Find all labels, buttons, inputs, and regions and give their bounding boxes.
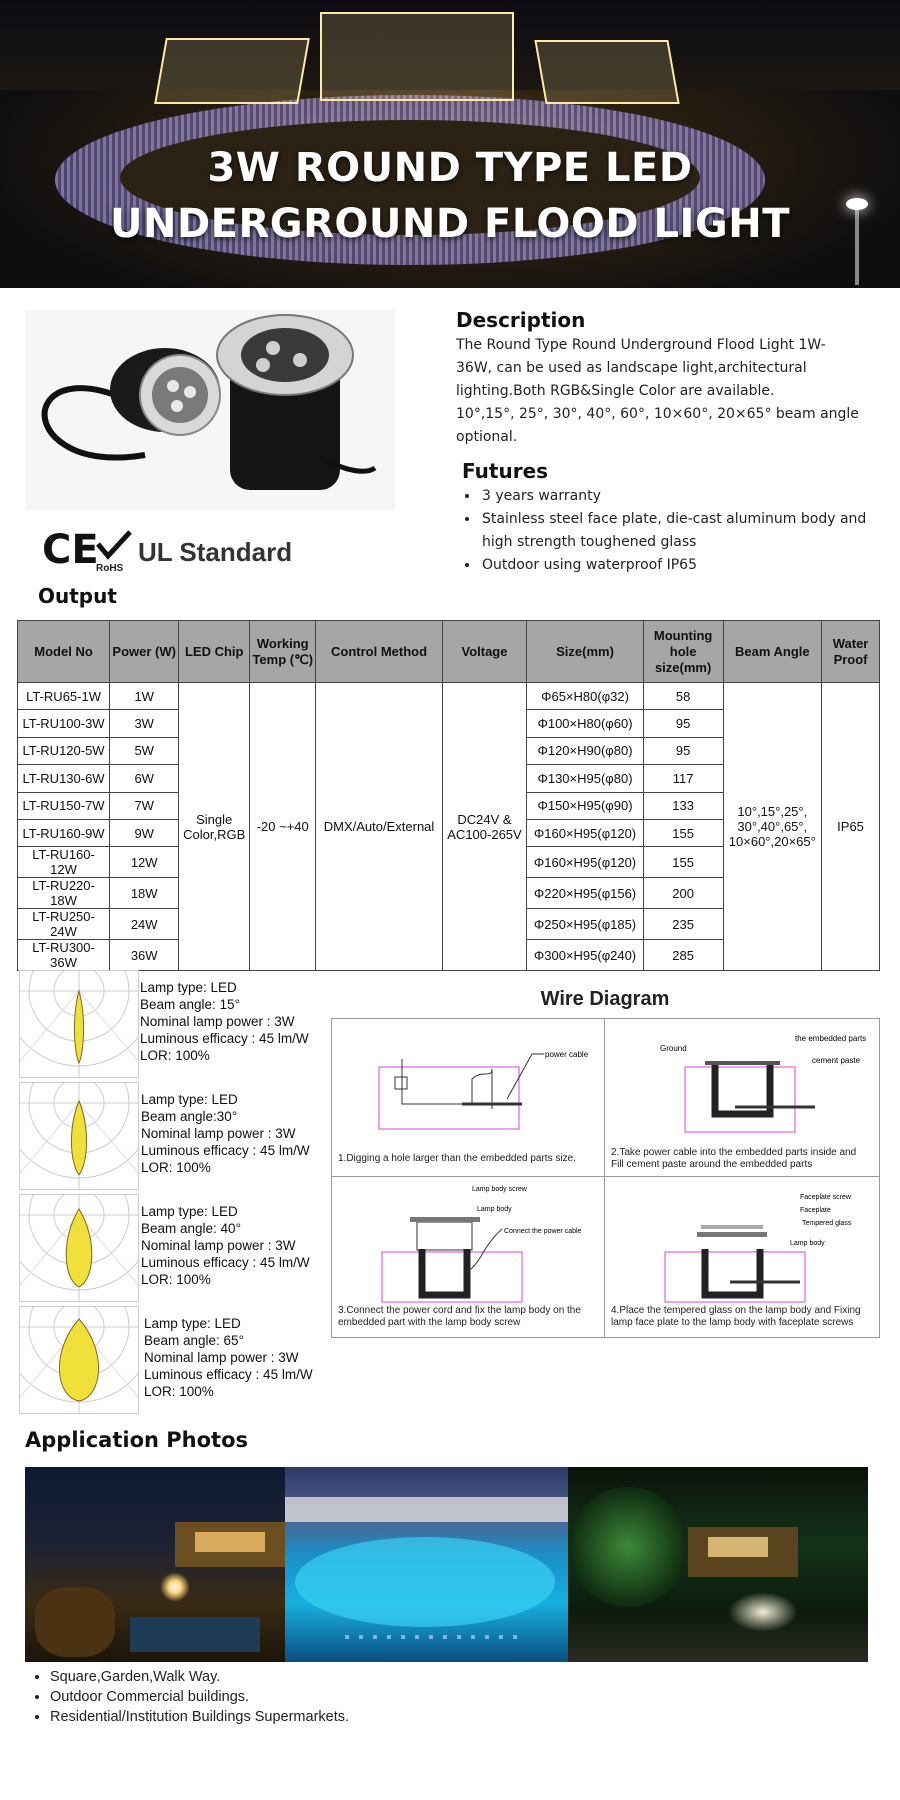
col-working-temp — [250, 621, 316, 683]
cell-line: 10°,15°,25°, — [737, 804, 808, 820]
header-line: Working — [256, 635, 309, 651]
wire-step-caption — [611, 1305, 873, 1329]
caption-line: 1.Digging a hole larger than the embedded parts size. — [338, 1153, 576, 1164]
photometry-line: Beam angle: 65° — [144, 1333, 244, 1348]
wire-step-3 — [331, 1176, 606, 1338]
col-mounting-hole — [643, 621, 723, 683]
caption-line: embedded part with the lamp body screw — [338, 1317, 521, 1328]
photometry-line: Luminous efficacy : 45 lm/W — [144, 1367, 313, 1382]
wire-step-caption — [338, 1305, 600, 1329]
wire-step-2 — [604, 1018, 880, 1178]
stadium-dome-center — [320, 12, 514, 101]
lit-windows — [195, 1532, 265, 1552]
header-line: Proof — [833, 651, 868, 667]
photometry-line: Nominal lamp power : 3W — [141, 1126, 296, 1141]
cell-model-no: LT-RU150-7W — [18, 792, 110, 819]
ce-logo: CE — [42, 527, 99, 573]
cell-power: 7W — [110, 792, 179, 819]
cell-size: Φ220×H95(φ156) — [527, 878, 643, 909]
label-lamp-body: Lamp body — [477, 1206, 512, 1213]
cell-model-no: LT-RU160-12W — [18, 847, 110, 878]
photometry-line: Nominal lamp power : 3W — [141, 1238, 296, 1253]
cell-model-no: LT-RU65-1W — [18, 683, 110, 710]
col-size: Size(mm) — [527, 621, 643, 683]
polar-diagram — [19, 1306, 139, 1414]
cell-mounting-hole: 95 — [643, 737, 723, 764]
feature-item: • 3 years warranty — [480, 485, 882, 508]
label-ground: Ground — [660, 1044, 687, 1053]
header-line: Mounting — [653, 627, 713, 643]
cell-mounting-hole: 155 — [643, 819, 723, 846]
photometry-line: Beam angle: 40° — [141, 1221, 241, 1236]
palm-tree — [568, 1487, 688, 1607]
rohs-logo — [96, 530, 132, 574]
photometry-line: LOR: 100% — [140, 1048, 210, 1063]
pond — [130, 1617, 260, 1652]
cell-power: 3W — [110, 710, 179, 737]
cell-power: 24W — [110, 909, 179, 940]
label-connect-power-cable: Connect the power cable — [504, 1228, 582, 1235]
application-item: • Outdoor Commercial buildings. — [50, 1687, 349, 1707]
cell-mounting-hole: 285 — [643, 940, 723, 971]
application-photo-pool — [285, 1467, 568, 1662]
cell-led-chip — [179, 683, 250, 971]
cell-power: 36W — [110, 940, 179, 971]
cell-power: 5W — [110, 737, 179, 764]
cell-beam-angle — [723, 683, 822, 971]
cell-line: 30°,40°,65°, — [737, 819, 808, 835]
cell-size: Φ160×H95(φ120) — [527, 847, 643, 878]
description-line: lighting.Both RGB&Single Color are available. — [456, 383, 775, 399]
cell-model-no: LT-RU160-9W — [18, 819, 110, 846]
cabanas — [285, 1497, 568, 1522]
features-heading: Futures — [462, 459, 549, 483]
spec-table — [17, 620, 880, 971]
caption-line: 4.Place the tempered glass on the lamp body and Fixing — [611, 1305, 861, 1316]
ground-light-glow — [728, 1592, 798, 1632]
wire-diagram-title: Wire Diagram — [540, 988, 670, 1010]
feature-line: high strength toughened glass — [482, 534, 697, 550]
photometry-line: Lamp type: LED — [141, 1204, 238, 1219]
spotlight — [160, 1572, 190, 1602]
photometry-line: LOR: 100% — [141, 1272, 211, 1287]
cell-line: Single — [196, 811, 233, 827]
cell-size: Φ120×H90(φ80) — [527, 737, 643, 764]
cell-line: DC24V & — [457, 811, 512, 827]
cell-model-no: LT-RU250-24W — [18, 909, 110, 940]
label-faceplate-screw: Faceplate screw — [800, 1194, 851, 1201]
description-line: 10°,15°, 25°, 30°, 40°, 60°, 10×60°, 20×65° beam angle — [456, 406, 859, 422]
label-tempered-glass: Tempered glass — [802, 1220, 852, 1227]
label-cement-paste: cement paste — [812, 1056, 861, 1065]
header-line: Temp (℃) — [252, 651, 314, 667]
cell-power: 12W — [110, 847, 179, 878]
spec-table-body — [18, 683, 880, 971]
cell-size: Φ130×H95(φ80) — [527, 765, 643, 792]
cell-mounting-hole: 133 — [643, 792, 723, 819]
page-title — [0, 140, 900, 252]
cell-mounting-hole: 58 — [643, 683, 723, 710]
cell-power: 18W — [110, 878, 179, 909]
photometry-text — [141, 1091, 310, 1176]
header-line: size(mm) — [654, 659, 712, 675]
photometry-line: Nominal lamp power : 3W — [140, 1014, 295, 1029]
cell-model-no: LT-RU220-18W — [18, 878, 110, 909]
cell-mounting-hole: 155 — [643, 847, 723, 878]
photometry-line: Lamp type: LED — [140, 980, 237, 995]
wire-step-4 — [604, 1176, 880, 1338]
product-photo — [25, 310, 395, 510]
cell-model-no: LT-RU120-5W — [18, 737, 110, 764]
cell-model-no: LT-RU100-3W — [18, 710, 110, 737]
cell-line: 10×60°,20×65° — [728, 834, 816, 850]
cell-power: 1W — [110, 683, 179, 710]
ul-standard-logo: UL Standard — [138, 537, 293, 567]
col-water-proof — [822, 621, 880, 683]
label-lamp-body-screw: Lamp body screw — [472, 1186, 527, 1193]
cell-size: Φ160×H95(φ120) — [527, 819, 643, 846]
photometry-line: Luminous efficacy : 45 lm/W — [140, 1031, 309, 1046]
cell-line: AC100-265V — [447, 826, 522, 842]
polar-diagram — [19, 970, 139, 1078]
label-lamp-body: Lamp body — [790, 1240, 825, 1247]
pool-lights — [345, 1635, 525, 1639]
cell-power: 6W — [110, 765, 179, 792]
table-row — [18, 683, 880, 710]
pool-water — [295, 1537, 555, 1627]
photometry-line: Beam angle: 15° — [140, 997, 240, 1012]
photometry-line: Luminous efficacy : 45 lm/W — [141, 1143, 310, 1158]
application-list — [26, 1667, 349, 1727]
label-embedded-parts: the embedded parts — [795, 1034, 867, 1043]
cell-line: Color,RGB — [183, 826, 246, 842]
caption-line: 2.Take power cable into the embedded parts inside and — [611, 1147, 857, 1158]
features-list — [462, 485, 882, 577]
wire-step-caption — [338, 1153, 600, 1165]
col-led-chip: LED Chip — [179, 621, 250, 683]
col-control-method: Control Method — [316, 621, 442, 683]
description-text — [456, 334, 876, 449]
col-model-no: Model No — [18, 621, 110, 683]
photometry-text — [141, 1203, 310, 1288]
col-power: Power (W) — [110, 621, 179, 683]
application-heading: Application Photos — [25, 1428, 248, 1452]
cell-size: Φ300×H95(φ240) — [527, 940, 643, 971]
photometry-text — [140, 979, 309, 1064]
col-voltage: Voltage — [442, 621, 527, 683]
polar-diagram — [19, 1194, 139, 1302]
caption-line: 3.Connect the power cord and fix the lamp body on the — [338, 1305, 581, 1316]
cell-water-proof: IP65 — [822, 683, 880, 971]
cell-size: Φ100×H80(φ60) — [527, 710, 643, 737]
cell-size: Φ250×H95(φ185) — [527, 909, 643, 940]
application-item: • Square,Garden,Walk Way. — [50, 1667, 349, 1687]
stadium-dome-left — [154, 38, 310, 104]
photometry-line: Nominal lamp power : 3W — [144, 1350, 299, 1365]
feature-item: • Outdoor using waterproof IP65 — [480, 554, 882, 577]
cell-mounting-hole: 235 — [643, 909, 723, 940]
house-windows — [708, 1537, 768, 1557]
header-line: hole — [669, 643, 697, 659]
feature-item — [480, 508, 882, 554]
wire-step-caption — [611, 1147, 873, 1171]
hero-banner — [0, 0, 900, 288]
title-line-1: 3W ROUND TYPE LED — [207, 145, 693, 191]
cell-size: Φ65×H80(φ32) — [527, 683, 643, 710]
cell-voltage — [442, 683, 527, 971]
cell-control-method: DMX/Auto/External — [316, 683, 442, 971]
label-power-cable: power cable — [545, 1050, 589, 1059]
cell-size: Φ150×H95(φ90) — [527, 792, 643, 819]
photometry-line: Lamp type: LED — [141, 1092, 238, 1107]
caption-line: Fill cement paste around the embedded parts — [611, 1159, 813, 1170]
description-line: optional. — [456, 429, 518, 445]
description-section — [456, 308, 876, 449]
polar-diagram — [19, 1082, 139, 1190]
photometry-line: Lamp type: LED — [144, 1316, 241, 1331]
description-heading: Description — [456, 308, 586, 332]
output-heading: Output — [38, 584, 117, 608]
description-line: 36W, can be used as landscape light,architectural — [456, 360, 807, 376]
photometry-line: LOR: 100% — [141, 1160, 211, 1175]
features-section — [462, 459, 882, 577]
stadium-dome-right — [534, 40, 679, 104]
photometry-line: Beam angle:30° — [141, 1109, 238, 1124]
photometry-line: LOR: 100% — [144, 1384, 214, 1399]
cell-model-no: LT-RU300-36W — [18, 940, 110, 971]
wire-step-1 — [331, 1018, 606, 1178]
application-photo-garden — [25, 1467, 285, 1662]
cell-mounting-hole: 117 — [643, 765, 723, 792]
rohs-text: RoHS — [96, 563, 124, 574]
cell-mounting-hole: 95 — [643, 710, 723, 737]
caption-line: lamp face plate to the lamp body with faceplate screws — [611, 1317, 854, 1328]
description-line: The Round Type Round Underground Flood Light 1W- — [456, 337, 826, 353]
cell-mounting-hole: 200 — [643, 878, 723, 909]
col-beam-angle: Beam Angle — [723, 621, 822, 683]
cell-model-no: LT-RU130-6W — [18, 765, 110, 792]
photometry-line: Luminous efficacy : 45 lm/W — [141, 1255, 310, 1270]
application-photo-walkway — [568, 1467, 868, 1662]
rocks — [35, 1587, 115, 1657]
label-faceplate: Faceplate — [800, 1207, 831, 1214]
cell-working-temp: -20 ~+40 — [250, 683, 316, 971]
title-line-2: UNDERGROUND FLOOD LIGHT — [110, 201, 790, 247]
photometry-text — [144, 1315, 313, 1400]
cell-power: 9W — [110, 819, 179, 846]
application-item: • Residential/Institution Buildings Supermarkets. — [50, 1707, 349, 1727]
header-line: Water — [832, 635, 869, 651]
spec-table-header — [18, 621, 880, 683]
feature-line: Stainless steel face plate, die-cast aluminum body and — [482, 511, 867, 527]
